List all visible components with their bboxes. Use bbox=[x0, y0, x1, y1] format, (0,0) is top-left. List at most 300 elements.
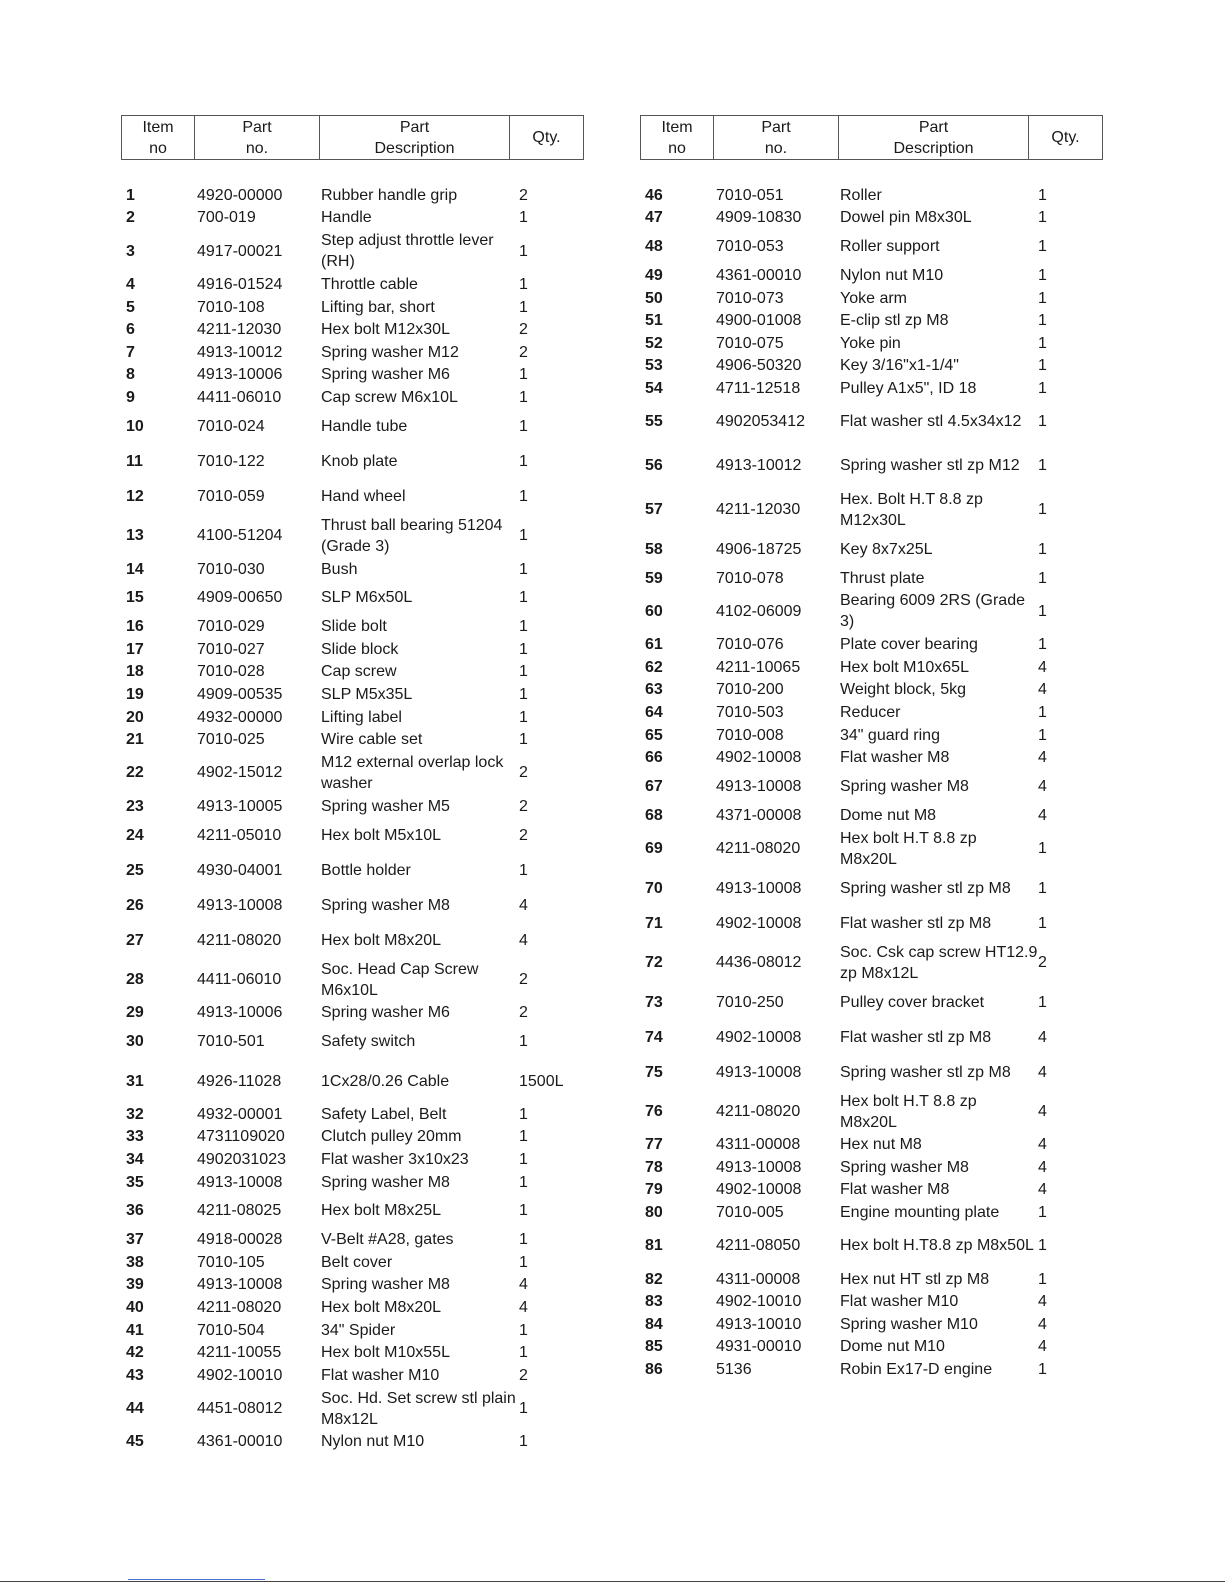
table-row bbox=[121, 207, 584, 230]
item-no-cell: 42 bbox=[126, 1344, 144, 1362]
item-no-cell: 67 bbox=[645, 777, 663, 795]
qty-cell: 1 bbox=[1038, 312, 1047, 330]
part-no-cell: 4913-10010 bbox=[716, 1315, 802, 1333]
item-no-cell: 43 bbox=[126, 1366, 144, 1384]
part-no-cell: 4902031023 bbox=[197, 1151, 286, 1169]
table-row bbox=[121, 479, 584, 514]
item-no-cell: 63 bbox=[645, 681, 663, 699]
qty-cell: 1 bbox=[519, 388, 528, 406]
qty-cell: 1 bbox=[1038, 457, 1047, 475]
part-no-cell: 4913-10008 bbox=[197, 1276, 283, 1294]
item-no-cell: 27 bbox=[126, 931, 144, 949]
part-no-cell: 7010-108 bbox=[197, 298, 265, 316]
qty-cell: 1 bbox=[1038, 501, 1047, 519]
part-no-cell: 7010-075 bbox=[716, 334, 784, 352]
qty-cell: 1 bbox=[519, 527, 528, 545]
qty-cell: 1 bbox=[519, 275, 528, 293]
qty-cell: 1 bbox=[1038, 726, 1047, 744]
part-no-cell: 7010-005 bbox=[716, 1204, 784, 1222]
part-no-cell: 7010-078 bbox=[716, 569, 784, 587]
qty-cell: 2 bbox=[519, 321, 528, 339]
header-part-description: Part Description bbox=[839, 116, 1029, 159]
description-cell: M12 external overlap lock washer bbox=[321, 753, 504, 792]
description-cell: Spring washer M6 bbox=[321, 366, 450, 384]
part-no-cell: 4913-10006 bbox=[197, 1004, 283, 1022]
table-row bbox=[640, 1358, 1103, 1381]
part-no-cell: 4913-10006 bbox=[197, 366, 283, 384]
table-row bbox=[640, 1290, 1103, 1313]
qty-cell: 1 bbox=[1038, 357, 1047, 375]
table-row bbox=[640, 309, 1103, 332]
right-parts-table bbox=[640, 115, 1103, 1381]
qty-cell: 4 bbox=[1038, 749, 1047, 767]
qty-cell: 4 bbox=[1038, 777, 1047, 795]
description-cell: Spring washer M12 bbox=[321, 343, 459, 361]
qty-cell: 1 bbox=[1038, 703, 1047, 721]
qty-cell: 4 bbox=[1038, 806, 1047, 824]
qty-cell: 1 bbox=[519, 1433, 528, 1451]
qty-cell: 1 bbox=[519, 1400, 528, 1418]
description-cell: Yoke pin bbox=[840, 334, 901, 352]
item-no-cell: 14 bbox=[126, 560, 144, 578]
description-cell: Flat washer stl zp M8 bbox=[840, 1028, 992, 1046]
table-row bbox=[640, 184, 1103, 207]
item-no-cell: 36 bbox=[126, 1202, 144, 1220]
qty-cell: 1 bbox=[1038, 569, 1047, 587]
description-cell: Spring washer stl zp M8 bbox=[840, 1063, 1011, 1081]
item-no-cell: 4 bbox=[126, 275, 135, 293]
table-row bbox=[640, 207, 1103, 230]
qty-cell: 1 bbox=[519, 1105, 528, 1123]
table-row bbox=[640, 804, 1103, 827]
description-cell: Bush bbox=[321, 560, 358, 578]
table-row bbox=[121, 444, 584, 479]
description-cell: Spring washer stl zp M8 bbox=[840, 879, 1011, 897]
description-cell: Spring washer M8 bbox=[321, 1173, 450, 1191]
description-cell: Flat washer M10 bbox=[321, 1366, 440, 1384]
description-cell: Dowel pin M8x30L bbox=[840, 209, 972, 227]
table-row bbox=[640, 1020, 1103, 1055]
item-no-cell: 73 bbox=[645, 993, 663, 1011]
part-no-cell: 4411-06010 bbox=[197, 971, 282, 988]
qty-cell: 1 bbox=[1038, 993, 1047, 1011]
description-cell: Hand wheel bbox=[321, 487, 406, 505]
table-row bbox=[640, 400, 1103, 444]
description-cell: Dome nut M8 bbox=[840, 806, 937, 824]
header-qty: Qty. bbox=[1051, 129, 1080, 146]
description-cell: Slide block bbox=[321, 640, 399, 658]
description-cell: Key 3/16"x1-1/4" bbox=[840, 357, 959, 375]
table-row bbox=[121, 853, 584, 888]
part-no-cell: 4902-10010 bbox=[197, 1366, 283, 1384]
description-cell: Thrust plate bbox=[840, 569, 925, 587]
description-cell: Hex bolt M8x20L bbox=[321, 1299, 442, 1317]
part-no-cell: 4900-01008 bbox=[716, 312, 802, 330]
item-no-cell: 19 bbox=[126, 685, 144, 703]
table-row bbox=[640, 532, 1103, 567]
item-no-cell: 55 bbox=[645, 413, 663, 431]
table-row bbox=[121, 1193, 584, 1228]
qty-cell: 1 bbox=[1038, 1361, 1047, 1379]
item-no-cell: 60 bbox=[645, 602, 663, 620]
part-no-cell: 4913-10008 bbox=[716, 777, 802, 795]
qty-cell: 1 bbox=[519, 589, 528, 607]
part-no-cell: 7010-008 bbox=[716, 726, 784, 744]
item-no-cell: 54 bbox=[645, 379, 663, 397]
table-row bbox=[640, 906, 1103, 941]
description-cell: Spring washer M10 bbox=[840, 1315, 978, 1333]
item-no-cell: 52 bbox=[645, 334, 663, 352]
part-no-cell: 4211-10055 bbox=[197, 1344, 282, 1362]
qty-cell: 4 bbox=[1038, 1293, 1047, 1311]
description-cell: V-Belt #A28, gates bbox=[321, 1231, 454, 1249]
qty-cell: 1 bbox=[1038, 209, 1047, 227]
table-row bbox=[640, 264, 1103, 287]
item-no-cell: 68 bbox=[645, 806, 663, 824]
description-cell: Spring washer M8 bbox=[321, 1276, 450, 1294]
part-no-cell: 4913-10012 bbox=[716, 457, 802, 475]
table-row bbox=[640, 1134, 1103, 1157]
page-bottom-rule bbox=[0, 1581, 1225, 1582]
qty-cell: 1 bbox=[519, 209, 528, 227]
table-row bbox=[640, 1179, 1103, 1202]
table-row bbox=[121, 1387, 584, 1431]
item-no-cell: 29 bbox=[126, 1004, 144, 1022]
part-no-cell: 4913-10008 bbox=[197, 1173, 283, 1191]
item-no-cell: 40 bbox=[126, 1299, 144, 1317]
table-row bbox=[121, 229, 584, 273]
part-no-cell: 4906-18725 bbox=[716, 540, 802, 558]
item-no-cell: 56 bbox=[645, 457, 663, 475]
qty-cell: 1 bbox=[1038, 1237, 1047, 1255]
part-no-cell: 4211-08020 bbox=[197, 1299, 282, 1317]
qty-cell: 1 bbox=[1038, 186, 1047, 204]
part-no-cell: 4211-08050 bbox=[716, 1237, 801, 1255]
part-no-cell: 7010-030 bbox=[197, 560, 265, 578]
table-row bbox=[121, 1171, 584, 1194]
table-row bbox=[640, 287, 1103, 310]
part-no-cell: 4909-10830 bbox=[716, 209, 802, 227]
table-row bbox=[121, 888, 584, 923]
description-cell: Hex nut HT stl zp M8 bbox=[840, 1270, 990, 1288]
item-no-cell: 84 bbox=[645, 1315, 663, 1333]
table-row bbox=[121, 1126, 584, 1149]
item-no-cell: 5 bbox=[126, 298, 135, 316]
table-row bbox=[121, 958, 584, 1002]
qty-cell: 1 bbox=[519, 298, 528, 316]
part-no-cell: 7010-051 bbox=[716, 186, 784, 204]
qty-cell: 1 bbox=[1038, 334, 1047, 352]
description-cell: Hex. Bolt H.T 8.8 zp M12x30L bbox=[840, 490, 983, 529]
table-row bbox=[640, 488, 1103, 532]
part-no-cell: 4913-10005 bbox=[197, 797, 283, 815]
qty-cell: 1 bbox=[519, 1128, 528, 1146]
item-no-cell: 41 bbox=[126, 1321, 144, 1339]
description-cell: Spring washer M8 bbox=[840, 1158, 969, 1176]
table-row bbox=[121, 1148, 584, 1171]
table-row bbox=[121, 1274, 584, 1297]
description-cell: 34" Spider bbox=[321, 1321, 396, 1339]
part-no-cell: 4909-00535 bbox=[197, 685, 283, 703]
item-no-cell: 9 bbox=[126, 388, 135, 406]
description-cell: Step adjust throttle lever (RH) bbox=[321, 232, 494, 271]
part-no-cell: 4711-12518 bbox=[716, 379, 801, 397]
description-cell: Flat washer stl zp M8 bbox=[840, 914, 992, 932]
description-cell: Belt cover bbox=[321, 1253, 393, 1271]
description-cell: Robin Ex17-D engine bbox=[840, 1361, 993, 1379]
qty-cell: 1 bbox=[1038, 879, 1047, 897]
table-row bbox=[640, 633, 1103, 656]
item-no-cell: 33 bbox=[126, 1128, 144, 1146]
description-cell: Spring washer M6 bbox=[321, 1004, 450, 1022]
qty-cell: 4 bbox=[1038, 1181, 1047, 1199]
part-no-cell: 7010-501 bbox=[197, 1033, 265, 1051]
description-cell: SLP M6x50L bbox=[321, 589, 413, 607]
description-cell: Plate cover bearing bbox=[840, 636, 978, 654]
description-cell: Lifting label bbox=[321, 708, 402, 726]
item-no-cell: 35 bbox=[126, 1173, 144, 1191]
table-row bbox=[640, 1201, 1103, 1224]
right-table-body bbox=[640, 184, 1103, 1381]
description-cell: Hex bolt H.T8.8 zp M8x50L bbox=[840, 1237, 1034, 1255]
description-cell: Slide bolt bbox=[321, 618, 387, 636]
table-row bbox=[640, 377, 1103, 400]
table-row bbox=[640, 589, 1103, 633]
description-cell: Handle tube bbox=[321, 417, 408, 435]
part-no-cell: 4918-00028 bbox=[197, 1231, 283, 1249]
part-no-cell: 7010-503 bbox=[716, 703, 784, 721]
table-row bbox=[121, 1059, 584, 1103]
description-cell: 1Cx28/0.26 Cable bbox=[321, 1072, 450, 1090]
item-no-cell: 75 bbox=[645, 1063, 663, 1081]
part-no-cell: 4102-06009 bbox=[716, 602, 802, 620]
part-no-cell: 4916-01524 bbox=[197, 275, 283, 293]
table-row bbox=[121, 1296, 584, 1319]
item-no-cell: 78 bbox=[645, 1158, 663, 1176]
description-cell: Flat washer M10 bbox=[840, 1293, 959, 1311]
description-cell: Cap screw M6x10L bbox=[321, 388, 458, 406]
item-no-cell: 10 bbox=[126, 417, 144, 435]
qty-cell: 4 bbox=[1038, 1103, 1047, 1120]
qty-cell: 1 bbox=[1038, 289, 1047, 307]
part-no-cell: 7010-105 bbox=[197, 1253, 265, 1271]
qty-cell: 4 bbox=[1038, 681, 1047, 699]
table-row bbox=[640, 1336, 1103, 1359]
part-no-cell: 4930-04001 bbox=[197, 861, 283, 879]
part-no-cell: 4211-08025 bbox=[197, 1202, 282, 1220]
item-no-cell: 39 bbox=[126, 1276, 144, 1294]
description-cell: Pulley A1x5", ID 18 bbox=[840, 379, 977, 397]
description-cell: Wire cable set bbox=[321, 731, 423, 749]
table-header bbox=[121, 115, 584, 160]
description-cell: Hex nut M8 bbox=[840, 1136, 922, 1154]
part-no-cell: 7010-250 bbox=[716, 993, 784, 1011]
description-cell: Hex bolt M8x25L bbox=[321, 1202, 442, 1220]
part-no-cell: 4920-00000 bbox=[197, 186, 283, 204]
qty-cell: 4 bbox=[519, 931, 528, 949]
part-no-cell: 7010-029 bbox=[197, 618, 265, 636]
part-no-cell: 4211-12030 bbox=[197, 321, 282, 339]
item-no-cell: 65 bbox=[645, 726, 663, 744]
part-no-cell: 7010-073 bbox=[716, 289, 784, 307]
description-cell: SLP M5x35L bbox=[321, 685, 413, 703]
description-cell: Spring washer stl zp M12 bbox=[840, 457, 1020, 475]
part-no-cell: 4931-00010 bbox=[716, 1338, 802, 1356]
qty-cell: 4 bbox=[1038, 1028, 1047, 1046]
link-underline bbox=[128, 1579, 265, 1580]
qty-cell: 1 bbox=[519, 366, 528, 384]
item-no-cell: 25 bbox=[126, 861, 144, 879]
qty-cell: 1 bbox=[1038, 840, 1047, 857]
item-no-cell: 8 bbox=[126, 366, 135, 384]
part-no-cell: 4902-10008 bbox=[716, 1181, 802, 1199]
item-no-cell: 44 bbox=[126, 1400, 144, 1418]
part-no-cell: 4211-08020 bbox=[716, 840, 801, 857]
item-no-cell: 59 bbox=[645, 569, 663, 587]
table-row bbox=[121, 728, 584, 751]
item-no-cell: 30 bbox=[126, 1033, 144, 1051]
table-row bbox=[121, 341, 584, 364]
part-no-cell: 4211-08020 bbox=[716, 1103, 801, 1120]
item-no-cell: 69 bbox=[645, 840, 663, 857]
description-cell: Throttle cable bbox=[321, 275, 418, 293]
description-cell: Roller bbox=[840, 186, 882, 204]
qty-cell: 1 bbox=[519, 1202, 528, 1220]
item-no-cell: 24 bbox=[126, 826, 144, 844]
table-row bbox=[640, 656, 1103, 679]
item-no-cell: 7 bbox=[126, 343, 135, 361]
qty-cell: 1 bbox=[519, 1173, 528, 1191]
qty-cell: 4 bbox=[519, 896, 528, 914]
qty-cell: 2 bbox=[519, 764, 528, 782]
table-row bbox=[121, 296, 584, 319]
qty-cell: 1 bbox=[519, 242, 528, 260]
part-no-cell: 5136 bbox=[716, 1361, 752, 1379]
item-no-cell: 31 bbox=[126, 1072, 144, 1090]
description-cell: Lifting bar, short bbox=[321, 298, 435, 316]
item-no-cell: 34 bbox=[126, 1151, 144, 1169]
qty-cell: 1 bbox=[1038, 914, 1047, 932]
description-cell: Soc. Hd. Set screw stl plain M8x12L bbox=[321, 1389, 516, 1428]
table-row bbox=[121, 318, 584, 341]
item-no-cell: 70 bbox=[645, 879, 663, 897]
table-row bbox=[640, 746, 1103, 769]
item-no-cell: 83 bbox=[645, 1293, 663, 1311]
part-no-cell: 4451-08012 bbox=[197, 1400, 283, 1418]
item-no-cell: 26 bbox=[126, 896, 144, 914]
table-row bbox=[640, 871, 1103, 906]
item-no-cell: 50 bbox=[645, 289, 663, 307]
table-row bbox=[640, 724, 1103, 747]
qty-cell: 1 bbox=[1038, 1270, 1047, 1288]
table-header bbox=[640, 115, 1103, 160]
description-cell: Bottle holder bbox=[321, 861, 411, 879]
table-row bbox=[640, 1313, 1103, 1336]
part-no-cell: 4913-10012 bbox=[197, 343, 283, 361]
table-row bbox=[640, 827, 1103, 871]
item-no-cell: 82 bbox=[645, 1270, 663, 1288]
qty-cell: 1 bbox=[1038, 238, 1047, 256]
header-part-no: Part no. bbox=[714, 116, 839, 159]
description-cell: Weight block, 5kg bbox=[840, 681, 966, 699]
description-cell: Flat washer M8 bbox=[840, 1181, 950, 1199]
table-row bbox=[640, 1268, 1103, 1291]
part-no-cell: 4906-50320 bbox=[716, 357, 802, 375]
description-cell: Hex bolt M10x55L bbox=[321, 1344, 450, 1362]
description-cell: Spring washer M5 bbox=[321, 797, 450, 815]
item-no-cell: 57 bbox=[645, 501, 663, 519]
qty-cell: 1 bbox=[519, 640, 528, 658]
part-no-cell: 7010-025 bbox=[197, 731, 265, 749]
header-item-no: Item no bbox=[641, 116, 714, 159]
part-no-cell: 4311-00008 bbox=[716, 1270, 801, 1288]
item-no-cell: 21 bbox=[126, 731, 144, 749]
table-row bbox=[640, 1156, 1103, 1179]
qty-cell: 4 bbox=[519, 1276, 528, 1294]
part-no-cell: 4371-00008 bbox=[716, 806, 802, 824]
item-no-cell: 37 bbox=[126, 1231, 144, 1249]
left-table-body bbox=[121, 184, 584, 1453]
table-row bbox=[640, 444, 1103, 488]
qty-cell: 1 bbox=[519, 487, 528, 505]
qty-cell: 1 bbox=[519, 685, 528, 703]
table-row bbox=[640, 1224, 1103, 1268]
table-row bbox=[640, 941, 1103, 985]
qty-cell: 1 bbox=[1038, 379, 1047, 397]
part-no-cell: 7010-122 bbox=[197, 452, 265, 470]
item-no-cell: 23 bbox=[126, 797, 144, 815]
description-cell: Hex bolt H.T 8.8 zp M8x20L bbox=[840, 829, 977, 868]
part-no-cell: 4211-05010 bbox=[197, 826, 282, 844]
description-cell: Hex bolt M8x20L bbox=[321, 931, 442, 949]
part-no-cell: 4311-00008 bbox=[716, 1136, 801, 1154]
item-no-cell: 17 bbox=[126, 640, 144, 658]
item-no-cell: 85 bbox=[645, 1338, 663, 1356]
item-no-cell: 46 bbox=[645, 186, 663, 204]
table-row bbox=[640, 567, 1103, 590]
part-no-cell: 4411-06010 bbox=[197, 388, 282, 406]
qty-cell: 2 bbox=[519, 826, 528, 844]
description-cell: Thrust ball bearing 51204 (Grade 3) bbox=[321, 516, 503, 555]
part-no-cell: 4902-10008 bbox=[716, 914, 802, 932]
table-row bbox=[121, 795, 584, 818]
left-parts-table bbox=[121, 115, 584, 1453]
table-row bbox=[121, 184, 584, 207]
table-row bbox=[640, 229, 1103, 264]
item-no-cell: 48 bbox=[645, 238, 663, 256]
table-row bbox=[640, 332, 1103, 355]
part-no-cell: 4902-10008 bbox=[716, 1028, 802, 1046]
table-row bbox=[121, 558, 584, 581]
table-row bbox=[640, 985, 1103, 1020]
header-part-no: Part no. bbox=[195, 116, 320, 159]
table-row bbox=[640, 1055, 1103, 1090]
item-no-cell: 80 bbox=[645, 1204, 663, 1222]
item-no-cell: 2 bbox=[126, 209, 135, 227]
item-no-cell: 13 bbox=[126, 527, 144, 545]
qty-cell: 1 bbox=[519, 1321, 528, 1339]
qty-cell: 1 bbox=[519, 708, 528, 726]
item-no-cell: 66 bbox=[645, 749, 663, 767]
table-row bbox=[121, 1364, 584, 1387]
qty-cell: 1 bbox=[1038, 636, 1047, 654]
table-row bbox=[121, 273, 584, 296]
description-cell: Roller support bbox=[840, 238, 940, 256]
table-row bbox=[121, 364, 584, 387]
description-cell: Spring washer M8 bbox=[321, 896, 450, 914]
part-no-cell: 4436-08012 bbox=[716, 954, 802, 971]
description-cell: Nylon nut M10 bbox=[321, 1433, 425, 1451]
